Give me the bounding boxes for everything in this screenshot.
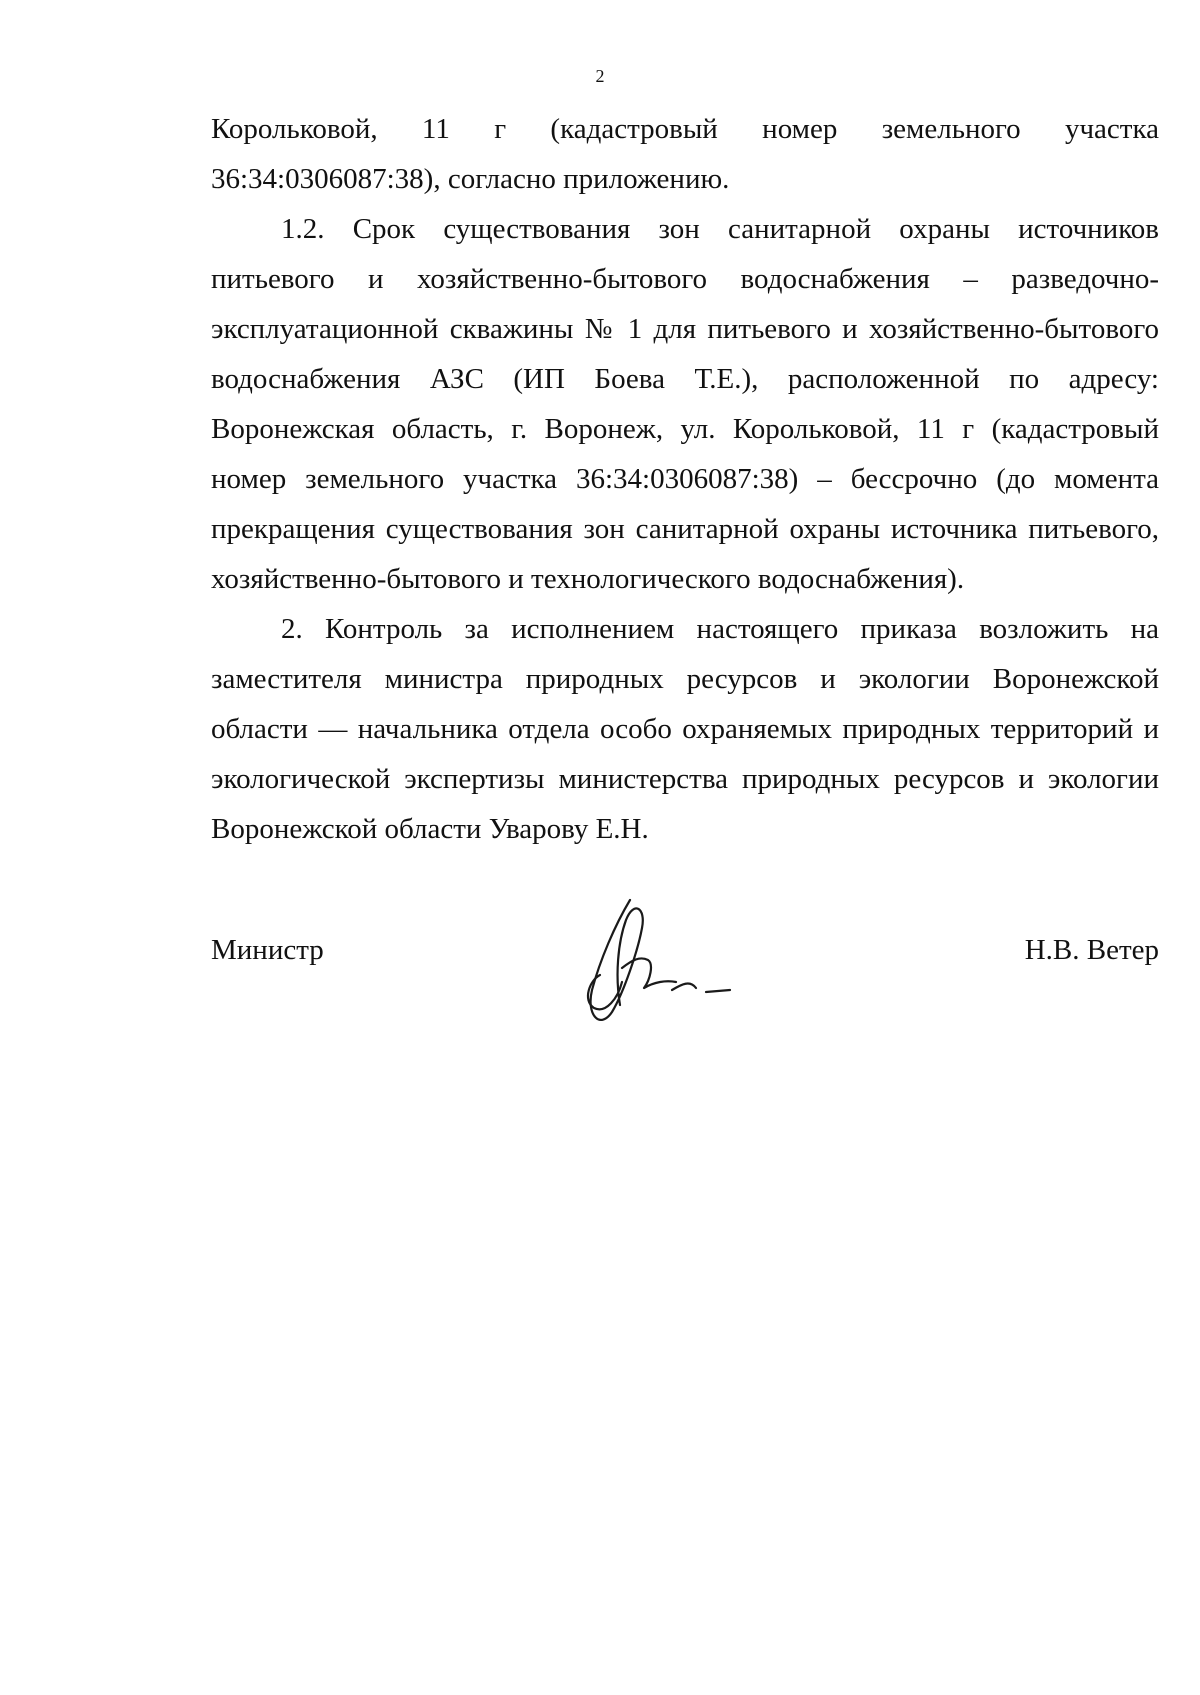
document-body xyxy=(211,104,1159,854)
signatory-name: Н.В. Ветер xyxy=(1024,934,1159,966)
page-number: 2 xyxy=(595,66,605,86)
signatory-title: Министр xyxy=(211,934,324,966)
handwritten-signature xyxy=(560,880,780,1040)
paragraph-1-2-term: 1.2. Срок существования зон санитарной охраны источников питьевого и хозяйственно-бытового водоснабжения – разведочно-эксплуатационной скважины № 1 для питьевого и хозяйственно-бытового водоснабжения АЗС (ИП Боева Т.Е.), расположенной по адресу: Воронежская область, г. Воронеж, ул. Корольковой, 11 г (кадастровый номер земельного участка 36:34:0306087:38) – бессрочно (до момента прекращения существования зон санитарной охраны источника питьевого, хозяйственно-бытового и технологического водоснабжения). xyxy=(211,213,1159,595)
paragraph-address-continuation: Корольковой, 11 г (кадастровый номер земельного участка 36:34:0306087:38), согласно приложению. xyxy=(211,113,1159,195)
paragraph-2-control: 2. Контроль за исполнением настоящего приказа возложить на заместителя министра природных ресурсов и экологии Воронежской области — начальника отдела особо охраняемых природных территорий и экологической экспертизы министерства природных ресурсов и экологии Воронежской области Уварову Е.Н. xyxy=(211,613,1159,845)
